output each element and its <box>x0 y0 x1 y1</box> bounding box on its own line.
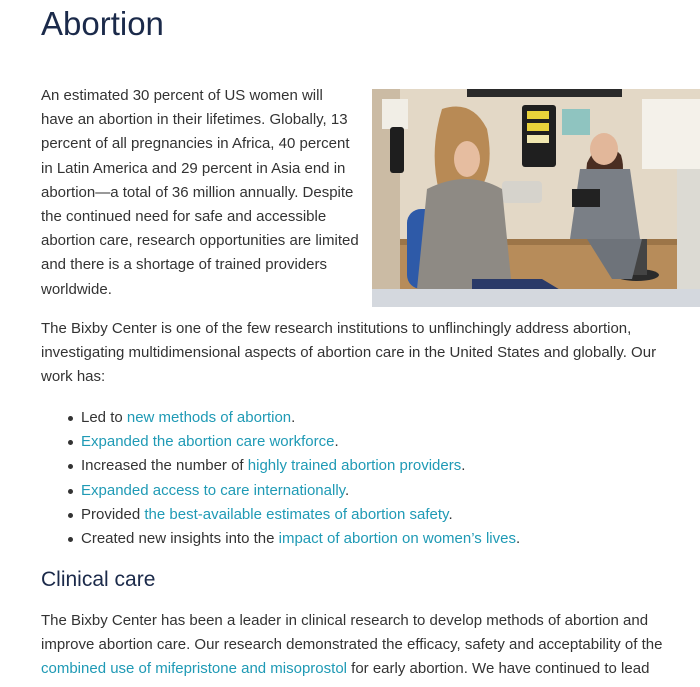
list-item-punct: . <box>345 481 350 499</box>
list-item <box>41 454 520 478</box>
achievements-list <box>41 406 520 551</box>
list-item <box>41 503 520 527</box>
bullet-icon <box>68 440 73 445</box>
list-item-punct: . <box>291 409 296 426</box>
intro-paragraph: An estimated 30 percent of US women will have an abortion in their lifetimes. Globally, 13 percent of all pregnancies in Africa, 40 percent in Latin America and 29 percent in Asia end in abortion—a total of 36 million annually. Despite the continued need for safe and accessible abortion care, research opportunities are limited and there is a shortage of trained providers worldwide. <box>41 87 359 298</box>
list-item-text: Led to <box>81 409 127 426</box>
list-item <box>41 406 520 430</box>
clinical-care-text-end: for early abortion. We have continued to lead <box>347 660 650 678</box>
clinical-care-paragraph <box>41 609 691 682</box>
access-international-link[interactable]: Expanded access to care internationally <box>81 481 346 499</box>
list-item-text: Created new insights into the <box>81 530 279 548</box>
bullet-icon <box>68 464 73 469</box>
list-item-punct: . <box>461 457 466 475</box>
research-paragraph: The Bixby Center is one of the few research institutions to unflinchingly address abortion, investigating multidimensional aspects of abortion care in the United States and globally. Our work has: <box>41 320 657 386</box>
list-item-text: Increased the number of <box>81 457 248 475</box>
bullet-icon <box>68 537 73 542</box>
list-item <box>41 430 520 454</box>
section-heading-clinical-care: Clinical care <box>41 568 156 591</box>
clinical-care-text: The Bixby Center has been a leader in clinical research to develop methods of abortion and improve abortion care. Our research demonstrated the efficacy, safety and acceptability of the <box>41 612 663 654</box>
page-title: Abortion <box>41 5 164 42</box>
list-item-text: Provided <box>81 505 145 523</box>
bullet-icon <box>68 416 73 421</box>
impact-lives-link[interactable]: impact of abortion on women’s lives <box>278 530 516 548</box>
bullet-icon <box>68 513 73 518</box>
workforce-link[interactable]: Expanded the abortion care workforce <box>81 433 335 451</box>
list-item-punct: . <box>448 505 453 523</box>
new-methods-link[interactable]: new methods of abortion <box>126 409 292 426</box>
safety-estimates-link[interactable]: the best-available estimates of abortion safety <box>144 505 449 523</box>
list-item <box>41 527 520 551</box>
trained-providers-link[interactable]: highly trained abortion providers <box>247 457 462 475</box>
clinic-consultation-photo <box>372 89 700 307</box>
list-item <box>41 479 520 503</box>
list-item-punct: . <box>334 433 339 451</box>
mifepristone-misoprostol-link[interactable]: combined use of mifepristone and misoprostol <box>41 660 347 678</box>
bullet-icon <box>68 489 73 494</box>
list-item-punct: . <box>515 530 521 548</box>
